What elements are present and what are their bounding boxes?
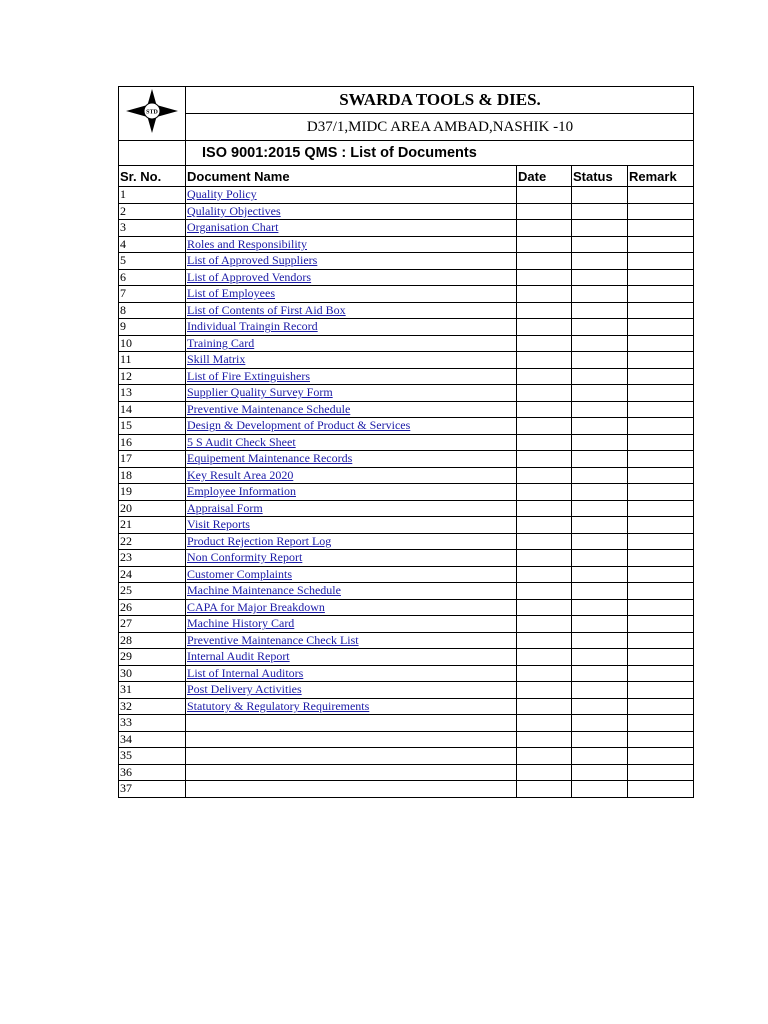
date-cell xyxy=(517,220,572,237)
document-link[interactable]: Preventive Maintenance Schedule xyxy=(187,401,351,416)
remark-cell xyxy=(628,665,694,682)
document-link[interactable]: Skill Matrix xyxy=(187,352,246,367)
sr-no-cell: 12 xyxy=(119,368,186,385)
remark-cell xyxy=(628,781,694,798)
document-name-cell xyxy=(186,319,517,336)
date-cell xyxy=(517,401,572,418)
sr-no-cell: 4 xyxy=(119,236,186,253)
document-name-cell xyxy=(186,731,517,748)
document-link[interactable]: Employee Information xyxy=(187,484,296,499)
date-cell xyxy=(517,187,572,204)
document-name-cell xyxy=(186,253,517,270)
table-row xyxy=(119,566,694,583)
status-cell xyxy=(572,616,628,633)
table-row xyxy=(119,748,694,765)
table-row xyxy=(119,550,694,567)
status-cell xyxy=(572,550,628,567)
sr-no-cell: 29 xyxy=(119,649,186,666)
date-cell xyxy=(517,764,572,781)
remark-cell xyxy=(628,484,694,501)
document-name-cell xyxy=(186,269,517,286)
status-cell xyxy=(572,434,628,451)
table-row xyxy=(119,319,694,336)
table-row xyxy=(119,533,694,550)
document-name-cell xyxy=(186,665,517,682)
sr-no-cell: 2 xyxy=(119,203,186,220)
table-row xyxy=(119,484,694,501)
document-link[interactable]: List of Employees xyxy=(187,286,275,301)
sr-no-cell: 22 xyxy=(119,533,186,550)
date-cell xyxy=(517,335,572,352)
sr-no-cell: 17 xyxy=(119,451,186,468)
document-link[interactable]: Appraisal Form xyxy=(187,500,263,515)
remark-cell xyxy=(628,764,694,781)
table-row xyxy=(119,599,694,616)
remark-cell xyxy=(628,533,694,550)
table-row xyxy=(119,286,694,303)
status-cell xyxy=(572,484,628,501)
status-cell xyxy=(572,385,628,402)
document-link[interactable]: Post Delivery Activities xyxy=(187,682,302,697)
sr-no-cell: 37 xyxy=(119,781,186,798)
date-cell xyxy=(517,319,572,336)
document-link[interactable]: List of Internal Auditors xyxy=(187,665,304,680)
col-header-date: Date xyxy=(517,166,572,187)
date-cell xyxy=(517,368,572,385)
sr-no-cell: 27 xyxy=(119,616,186,633)
remark-cell xyxy=(628,319,694,336)
table-row xyxy=(119,451,694,468)
date-cell xyxy=(517,649,572,666)
table-row xyxy=(119,616,694,633)
document-name-cell xyxy=(186,203,517,220)
date-cell xyxy=(517,451,572,468)
status-cell xyxy=(572,418,628,435)
date-cell xyxy=(517,731,572,748)
sr-no-cell: 16 xyxy=(119,434,186,451)
col-header-document-name: Document Name xyxy=(186,166,517,187)
status-cell xyxy=(572,220,628,237)
remark-cell xyxy=(628,401,694,418)
remark-cell xyxy=(628,731,694,748)
date-cell xyxy=(517,269,572,286)
table-row xyxy=(119,352,694,369)
remark-cell xyxy=(628,368,694,385)
status-cell xyxy=(572,286,628,303)
status-cell xyxy=(572,764,628,781)
document-name-cell xyxy=(186,500,517,517)
remark-cell xyxy=(628,236,694,253)
logo-cell xyxy=(119,87,186,141)
document-name-cell xyxy=(186,682,517,699)
table-row xyxy=(119,269,694,286)
document-link[interactable]: Non Conformity Report xyxy=(187,550,303,565)
sr-no-cell: 28 xyxy=(119,632,186,649)
date-cell xyxy=(517,715,572,732)
date-cell xyxy=(517,748,572,765)
table-row xyxy=(119,368,694,385)
document-link[interactable]: Machine History Card xyxy=(187,616,295,631)
document-link[interactable]: Roles and Responsibility xyxy=(187,236,307,251)
sr-no-cell: 31 xyxy=(119,682,186,699)
table-row xyxy=(119,418,694,435)
sr-no-cell: 36 xyxy=(119,764,186,781)
sr-no-cell: 5 xyxy=(119,253,186,270)
remark-cell xyxy=(628,517,694,534)
sr-no-cell: 35 xyxy=(119,748,186,765)
status-cell xyxy=(572,302,628,319)
remark-cell xyxy=(628,451,694,468)
logo-text: STD xyxy=(146,109,158,116)
remark-cell xyxy=(628,616,694,633)
remark-cell xyxy=(628,698,694,715)
sr-no-cell: 13 xyxy=(119,385,186,402)
document-link[interactable]: Supplier Quality Survey Form xyxy=(187,385,333,400)
date-cell xyxy=(517,286,572,303)
company-address: D37/1,MIDC AREA AMBAD,NASHIK -10 xyxy=(186,114,694,141)
document-link[interactable]: Equipement Maintenance Records xyxy=(187,451,353,466)
date-cell xyxy=(517,550,572,567)
document-name-cell xyxy=(186,566,517,583)
column-header-row xyxy=(119,166,694,187)
document-sheet xyxy=(118,86,693,798)
document-link[interactable]: Customer Complaints xyxy=(187,566,292,581)
table-row xyxy=(119,731,694,748)
date-cell xyxy=(517,484,572,501)
document-link[interactable]: Machine Maintenance Schedule xyxy=(187,583,341,598)
document-name-cell xyxy=(186,467,517,484)
document-link[interactable]: Qulality Objectives xyxy=(187,203,281,218)
document-name-cell xyxy=(186,550,517,567)
document-name-cell xyxy=(186,781,517,798)
date-cell xyxy=(517,352,572,369)
date-cell xyxy=(517,781,572,798)
remark-cell xyxy=(628,550,694,567)
document-link[interactable]: Product Rejection Report Log xyxy=(187,533,332,548)
document-name-cell xyxy=(186,616,517,633)
sr-no-cell: 11 xyxy=(119,352,186,369)
status-cell xyxy=(572,632,628,649)
sr-no-cell: 7 xyxy=(119,286,186,303)
document-link[interactable]: CAPA for Major Breakdown xyxy=(187,599,325,614)
status-cell xyxy=(572,352,628,369)
document-name-cell xyxy=(186,187,517,204)
date-cell xyxy=(517,616,572,633)
date-cell xyxy=(517,517,572,534)
document-name-cell xyxy=(186,368,517,385)
document-name-cell xyxy=(186,649,517,666)
remark-cell xyxy=(628,286,694,303)
document-name-cell xyxy=(186,764,517,781)
status-cell xyxy=(572,748,628,765)
remark-cell xyxy=(628,632,694,649)
table-row xyxy=(119,385,694,402)
document-link[interactable]: Training Card xyxy=(187,335,255,350)
table-row xyxy=(119,698,694,715)
status-cell xyxy=(572,319,628,336)
status-cell xyxy=(572,665,628,682)
remark-cell xyxy=(628,715,694,732)
sr-no-cell: 25 xyxy=(119,583,186,600)
sr-no-cell: 15 xyxy=(119,418,186,435)
date-cell xyxy=(517,385,572,402)
remark-cell xyxy=(628,187,694,204)
document-name-cell xyxy=(186,533,517,550)
document-link[interactable]: Internal Audit Report xyxy=(187,649,290,664)
document-link[interactable]: List of Approved Vendors xyxy=(187,269,312,284)
status-cell xyxy=(572,236,628,253)
status-cell xyxy=(572,583,628,600)
sr-no-cell: 14 xyxy=(119,401,186,418)
remark-cell xyxy=(628,220,694,237)
remark-cell xyxy=(628,434,694,451)
table-row xyxy=(119,187,694,204)
status-cell xyxy=(572,187,628,204)
table-row xyxy=(119,434,694,451)
status-cell xyxy=(572,335,628,352)
sr-no-cell: 24 xyxy=(119,566,186,583)
date-cell xyxy=(517,434,572,451)
document-name-cell xyxy=(186,401,517,418)
document-name-cell xyxy=(186,484,517,501)
sr-no-cell: 20 xyxy=(119,500,186,517)
table-row xyxy=(119,781,694,798)
date-cell xyxy=(517,253,572,270)
sr-no-cell: 34 xyxy=(119,731,186,748)
sr-no-cell: 8 xyxy=(119,302,186,319)
title-blank-cell xyxy=(119,141,186,166)
document-name-cell xyxy=(186,517,517,534)
sr-no-cell: 1 xyxy=(119,187,186,204)
document-name-cell xyxy=(186,220,517,237)
sr-no-cell: 6 xyxy=(119,269,186,286)
col-header-status: Status xyxy=(572,166,628,187)
document-name-cell xyxy=(186,698,517,715)
document-name-cell xyxy=(186,385,517,402)
document-name-cell xyxy=(186,434,517,451)
date-cell xyxy=(517,418,572,435)
document-link[interactable]: Organisation Chart xyxy=(187,220,279,235)
document-link[interactable]: Quality Policy xyxy=(187,187,257,202)
document-name-cell xyxy=(186,632,517,649)
status-cell xyxy=(572,401,628,418)
remark-cell xyxy=(628,599,694,616)
document-name-cell xyxy=(186,352,517,369)
remark-cell xyxy=(628,467,694,484)
status-cell xyxy=(572,781,628,798)
document-name-cell xyxy=(186,715,517,732)
status-cell xyxy=(572,698,628,715)
status-cell xyxy=(572,368,628,385)
sr-no-cell: 21 xyxy=(119,517,186,534)
table-row xyxy=(119,649,694,666)
remark-cell xyxy=(628,583,694,600)
date-cell xyxy=(517,566,572,583)
company-logo-star-icon xyxy=(122,87,182,135)
document-link[interactable]: Design & Development of Product & Services xyxy=(187,418,411,433)
date-cell xyxy=(517,682,572,699)
document-name-cell xyxy=(186,302,517,319)
document-link[interactable]: Individual Traingin Record xyxy=(187,319,318,334)
table-row xyxy=(119,517,694,534)
company-name: SWARDA TOOLS & DIES. xyxy=(186,87,694,114)
table-row xyxy=(119,335,694,352)
status-cell xyxy=(572,203,628,220)
sr-no-cell: 33 xyxy=(119,715,186,732)
status-cell xyxy=(572,566,628,583)
table-row xyxy=(119,253,694,270)
document-link[interactable]: Preventive Maintenance Check List xyxy=(187,632,359,647)
remark-cell xyxy=(628,203,694,220)
remark-cell xyxy=(628,418,694,435)
table-row xyxy=(119,467,694,484)
table-row xyxy=(119,302,694,319)
date-cell xyxy=(517,533,572,550)
table-row xyxy=(119,220,694,237)
document-link[interactable]: 5 S Audit Check Sheet xyxy=(187,434,296,449)
table-row xyxy=(119,682,694,699)
status-cell xyxy=(572,269,628,286)
date-cell xyxy=(517,467,572,484)
remark-cell xyxy=(628,302,694,319)
table-row xyxy=(119,500,694,517)
status-cell xyxy=(572,649,628,666)
document-link[interactable]: List of Approved Suppliers xyxy=(187,253,318,268)
sr-no-cell: 32 xyxy=(119,698,186,715)
document-name-cell xyxy=(186,583,517,600)
date-cell xyxy=(517,632,572,649)
status-cell xyxy=(572,517,628,534)
sr-no-cell: 3 xyxy=(119,220,186,237)
table-row xyxy=(119,583,694,600)
document-name-cell xyxy=(186,599,517,616)
remark-cell xyxy=(628,269,694,286)
document-link[interactable]: List of Contents of First Aid Box xyxy=(187,302,346,317)
document-link[interactable]: Key Result Area 2020 xyxy=(187,467,294,482)
date-cell xyxy=(517,236,572,253)
sr-no-cell: 18 xyxy=(119,467,186,484)
sr-no-cell: 19 xyxy=(119,484,186,501)
table-row xyxy=(119,401,694,418)
table-row xyxy=(119,764,694,781)
remark-cell xyxy=(628,352,694,369)
date-cell xyxy=(517,599,572,616)
sr-no-cell: 26 xyxy=(119,599,186,616)
document-name-cell xyxy=(186,236,517,253)
documents-table xyxy=(118,86,694,798)
status-cell xyxy=(572,731,628,748)
date-cell xyxy=(517,500,572,517)
status-cell xyxy=(572,715,628,732)
remark-cell xyxy=(628,253,694,270)
date-cell xyxy=(517,302,572,319)
document-link[interactable]: Visit Reports xyxy=(187,517,250,532)
document-title: ISO 9001:2015 QMS : List of Documents xyxy=(186,141,694,166)
sr-no-cell: 23 xyxy=(119,550,186,567)
date-cell xyxy=(517,698,572,715)
table-row xyxy=(119,715,694,732)
date-cell xyxy=(517,665,572,682)
status-cell xyxy=(572,682,628,699)
document-name-cell xyxy=(186,418,517,435)
document-link[interactable]: List of Fire Extinguishers xyxy=(187,368,310,383)
document-name-cell xyxy=(186,451,517,468)
document-name-cell xyxy=(186,748,517,765)
status-cell xyxy=(572,467,628,484)
remark-cell xyxy=(628,385,694,402)
sr-no-cell: 9 xyxy=(119,319,186,336)
table-row xyxy=(119,665,694,682)
document-name-cell xyxy=(186,335,517,352)
remark-cell xyxy=(628,566,694,583)
status-cell xyxy=(572,533,628,550)
date-cell xyxy=(517,583,572,600)
remark-cell xyxy=(628,748,694,765)
col-header-remark: Remark xyxy=(628,166,694,187)
document-name-cell xyxy=(186,286,517,303)
table-row xyxy=(119,203,694,220)
table-row xyxy=(119,236,694,253)
remark-cell xyxy=(628,682,694,699)
remark-cell xyxy=(628,500,694,517)
sr-no-cell: 30 xyxy=(119,665,186,682)
date-cell xyxy=(517,203,572,220)
status-cell xyxy=(572,599,628,616)
col-header-sr-no: Sr. No. xyxy=(119,166,186,187)
remark-cell xyxy=(628,649,694,666)
sr-no-cell: 10 xyxy=(119,335,186,352)
status-cell xyxy=(572,500,628,517)
status-cell xyxy=(572,253,628,270)
document-link[interactable]: Statutory & Regulatory Requirements xyxy=(187,698,370,713)
remark-cell xyxy=(628,335,694,352)
table-row xyxy=(119,632,694,649)
status-cell xyxy=(572,451,628,468)
